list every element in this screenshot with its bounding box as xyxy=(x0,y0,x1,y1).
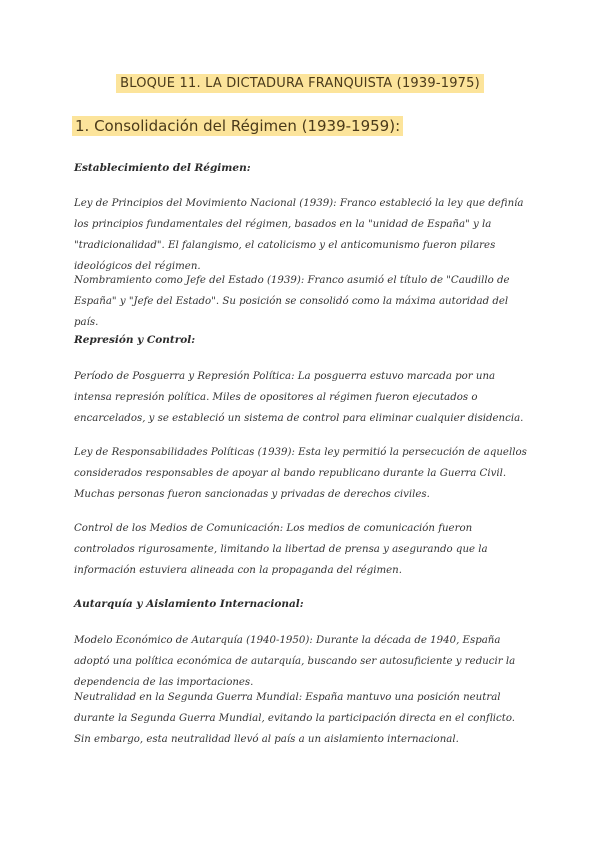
subsection-heading-autarquia: Autarquía y Aislamiento Internacional: xyxy=(74,598,304,610)
paragraph-autarquia: Modelo Económico de Autarquía (1940-1950): Durante la década de 1940, España adoptó una política económica de autarquía, buscando ser autosuficiente y reducir la dependencia de las importaciones. xyxy=(74,635,516,688)
subsection-heading-establecimiento: Establecimiento del Régimen: xyxy=(74,162,251,174)
paragraph-jefe-estado: Nombramiento como Jefe del Estado (1939): Franco asumió el título de "Caudillo de España" y "Jefe del Estado". Su posición se consolidó como la máxima autoridad del país. xyxy=(74,275,510,328)
title-wrapper xyxy=(0,72,600,93)
paragraph-responsabilidades: Ley de Responsabilidades Políticas (1939): Esta ley permitió la persecución de aquellos considerados responsables de apoyar al bando republicano durante la Guerra Civil. Muchas personas fueron sancionadas y privadas de derechos civiles. xyxy=(74,447,527,500)
subsection-heading-represion: Represión y Control: xyxy=(74,334,196,346)
document-title: BLOQUE 11. LA DICTADURA FRANQUISTA (1939-1975) xyxy=(116,74,484,93)
section-heading: 1. Consolidación del Régimen (1939-1959): xyxy=(72,116,403,136)
paragraph-ley-principios: Ley de Principios del Movimiento Nacional (1939): Franco estableció la ley que definía los principios fundamentales del régimen, basados en la "unidad de España" y la "tradicionalidad". El falangismo, el catolicismo y el anticomunismo fueron pilares ideológicos del régimen. xyxy=(74,198,524,272)
paragraph-neutralidad: Neutralidad en la Segunda Guerra Mundial: España mantuvo una posición neutral durante la Segunda Guerra Mundial, evitando la participación directa en el conflicto. Sin embargo, esta neutralidad llevó al país a un aislamiento internacional. xyxy=(74,692,516,745)
paragraph-posguerra: Período de Posguerra y Represión Política: La posguerra estuvo marcada por una intensa represión política. Miles de opositores al régimen fueron ejecutados o encarcelados, y se estableció un sistema de control para eliminar cualquier disidencia. xyxy=(74,371,524,424)
paragraph-medios: Control de los Medios de Comunicación: Los medios de comunicación fueron controlados rigurosamente, limitando la libertad de prensa y asegurando que la información estuviera alineada con la propaganda del régimen. xyxy=(74,523,488,576)
